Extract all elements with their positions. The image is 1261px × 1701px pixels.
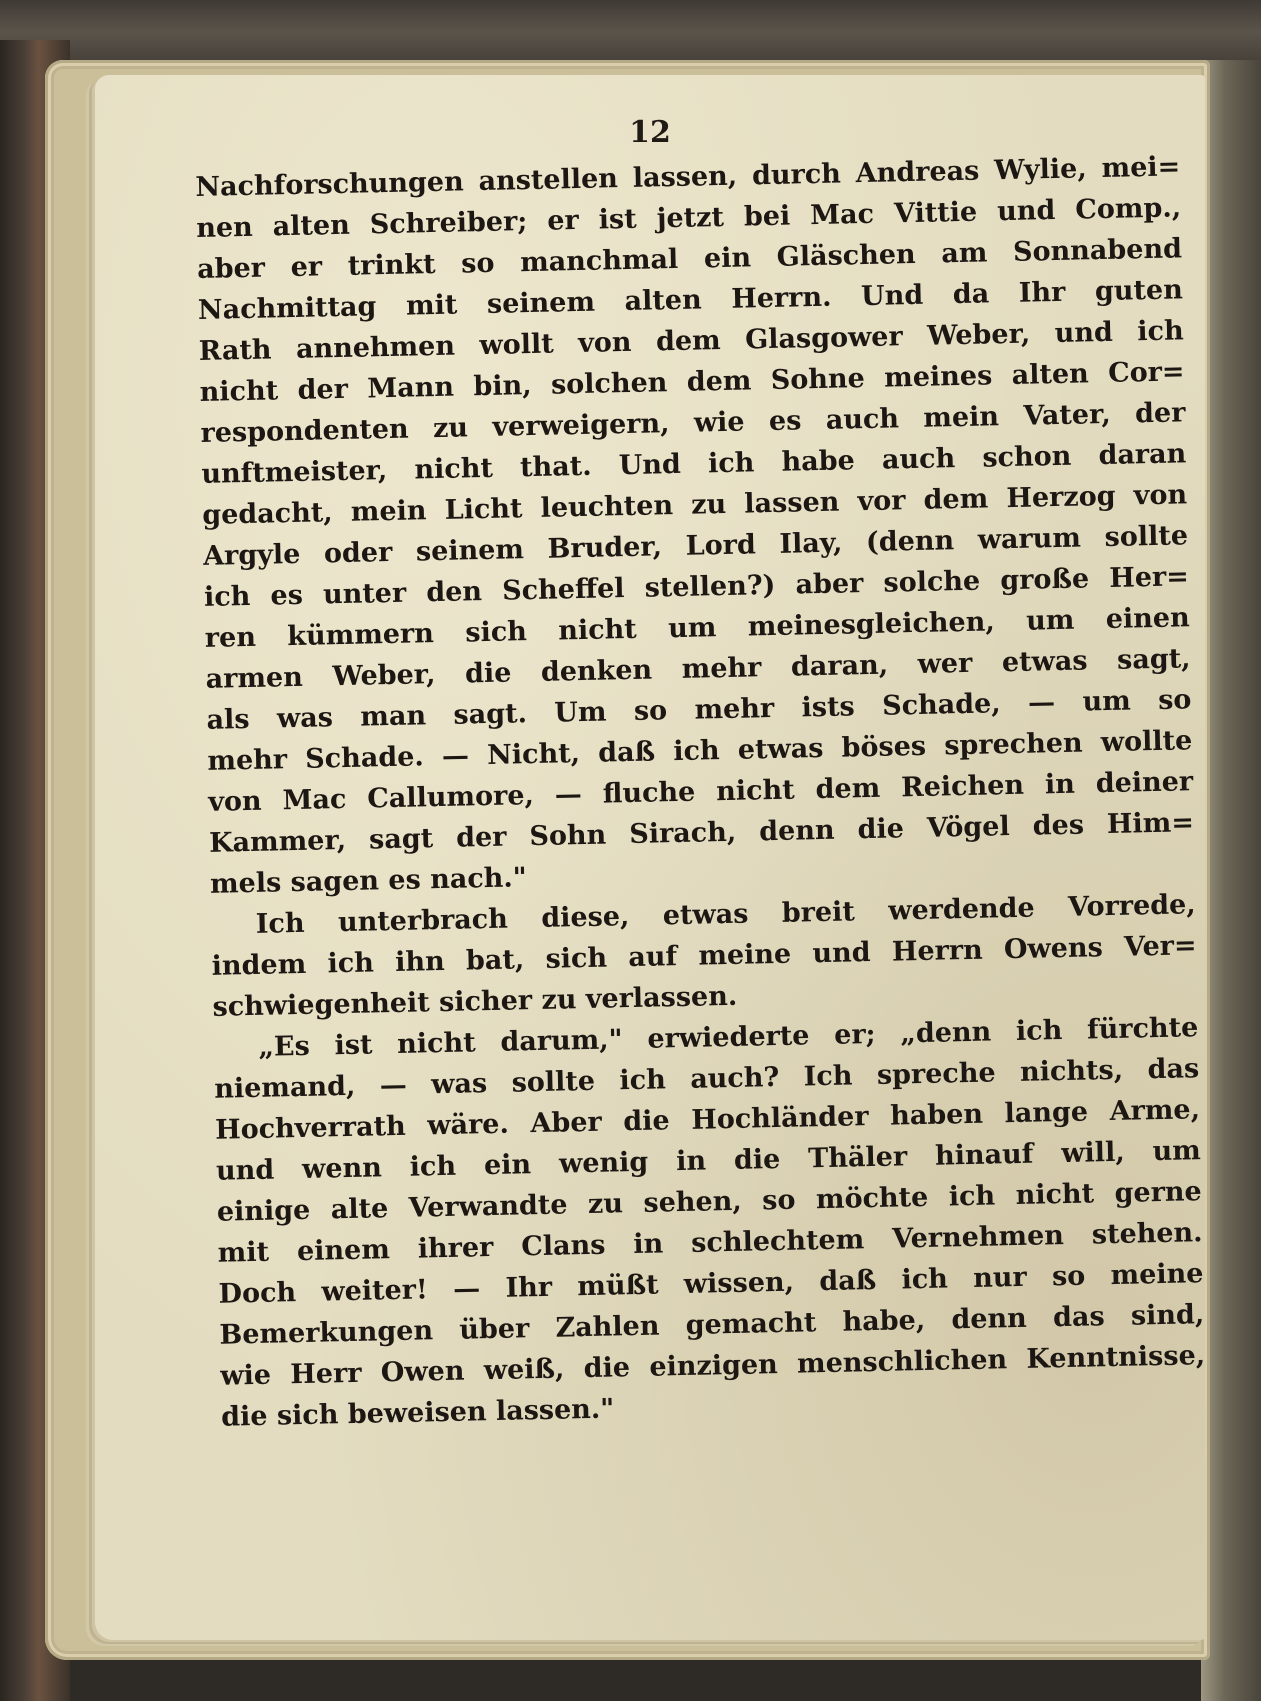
text-line: respondenten zu verweigern, wie es auch mein Vater, der (200, 397, 1186, 449)
text-line: gedacht, mein Licht leuchten zu lassen vor dem Herzog von (201, 479, 1188, 531)
text-line: unftmeister, nicht that. Und ich habe auch schon daran (201, 438, 1187, 490)
book-page (95, 75, 1205, 1640)
text-line: Nachforschungen anstellen lassen, durch Andreas Wylie, mei= (195, 151, 1181, 203)
text-line: Kammer, sagt der Sohn Sirach, denn die Vögel des Him= (208, 807, 1195, 859)
text-line: nen alten Schreiber; er ist jetzt bei Mac Vittie und Comp., (195, 192, 1182, 244)
text-line: von Mac Callumore, — fluche nicht dem Reichen in deiner (207, 766, 1194, 818)
text-line: die sich beweisen lassen." (220, 1393, 615, 1433)
text-line: Doch weiter! — Ihr müßt wissen, daß ich nur so meine (218, 1258, 1204, 1310)
text-line: ren kümmern sich nicht um meinesgleichen, um einen (204, 602, 1190, 654)
text-line: mehr Schade. — Nicht, daß ich etwas böses sprechen wollte (207, 725, 1193, 777)
text-line: Nachmittag mit seinem alten Herrn. Und da Ihr guten (197, 274, 1184, 326)
text-line: als was man sagt. Um so mehr ists Schade, — um so (206, 684, 1192, 736)
text-line: Bemerkungen über Zahlen gemacht habe, denn das sind, (219, 1299, 1205, 1351)
text-line: Rath annehmen wollt von dem Glasgower Weber, und ich (198, 315, 1184, 367)
book-spine-right (1201, 60, 1261, 1701)
text-line: indem ich ihn bat, sich auf meine und Herrn Owens Ver= (211, 930, 1197, 982)
text-line: mit einem ihrer Clans in schlechtem Vernehmen stehen. (217, 1217, 1203, 1269)
text-line: armen Weber, die denken mehr daran, wer etwas sagt, (205, 643, 1191, 695)
text-line: Hochverrath wäre. Aber die Hochländer haben lange Arme, (214, 1094, 1201, 1146)
text-line: niemand, — was sollte ich auch? Ich spreche nichts, das (213, 1053, 1200, 1105)
body-text (195, 146, 1206, 1437)
text-line: wie Herr Owen weiß, die einzigen menschlichen Kenntnisse, (220, 1340, 1206, 1392)
text-line: aber er trinkt so manchmal ein Gläschen am Sonnabend (196, 233, 1183, 285)
text-line: Argyle oder seinem Bruder, Lord Ilay, (denn warum sollte (202, 520, 1189, 572)
page-number: 12 (629, 115, 671, 150)
text-line: Ich unterbrach diese, etwas breit werdende Vorrede, (255, 889, 1196, 940)
text-line: und wenn ich ein wenig in die Thäler hinauf will, um (215, 1135, 1202, 1187)
text-line: einige alte Verwandte zu sehen, so möchte ich nicht gerne (216, 1176, 1203, 1228)
text-line: mels sagen es nach." (209, 862, 528, 900)
text-line: nicht der Mann bin, solchen dem Sohne meines alten Cor= (199, 356, 1185, 408)
text-line: ich es unter den Scheffel stellen?) aber solche große Her= (203, 561, 1190, 613)
text-line: schwiegenheit sicher zu verlassen. (212, 980, 738, 1023)
text-line: „Es ist nicht darum," erwiederte er; „denn ich fürchte (258, 1012, 1199, 1063)
